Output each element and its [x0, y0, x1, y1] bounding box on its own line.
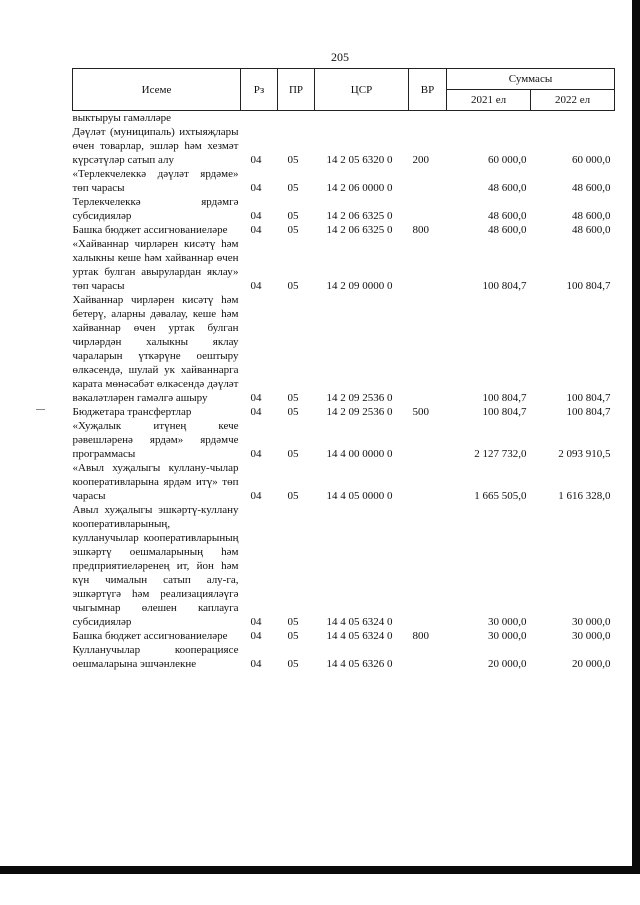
cell-csr: 14 2 09 2536 0 — [326, 406, 393, 418]
cell-name: «Авыл хуҗалыгы куллану-чылар кооперативларына ярдәм итү» төп чарасы — [72, 462, 239, 502]
cell-s21: 48 600,0 — [488, 224, 527, 236]
cell-vr — [409, 643, 447, 671]
cell-csr: 14 2 05 6320 0 — [326, 154, 393, 166]
cell-vr — [409, 237, 447, 293]
cell-s22: 100 804,7 — [566, 280, 611, 292]
cell-vr — [409, 419, 447, 461]
cell-s22: 48 600,0 — [572, 210, 611, 222]
cell-name: «Хуҗалык итүнең кече рәвешләренә ярдәм» ярдәмче программасы — [72, 420, 239, 460]
scan-border-bottom — [0, 866, 640, 874]
cell-s21: 60 000,0 — [488, 154, 527, 166]
cell-csr — [315, 111, 409, 126]
table-header — [73, 69, 615, 111]
cell-pr: 05 — [287, 658, 299, 670]
cell-pr: 05 — [287, 616, 299, 628]
table-row — [73, 223, 615, 237]
cell-csr: 14 2 06 6325 0 — [326, 210, 393, 222]
scan-mark — [36, 409, 45, 410]
cell-s22: 48 600,0 — [572, 182, 611, 194]
cell-rz: 04 — [250, 210, 262, 222]
cell-vr: 500 — [412, 406, 429, 418]
scan-border-right — [632, 0, 640, 874]
table-row — [73, 419, 615, 461]
cell-s22: 100 804,7 — [566, 392, 611, 404]
cell-s21: 100 804,7 — [482, 280, 527, 292]
cell-name: Бюджетара трансфертлар — [72, 406, 192, 418]
table-row — [73, 405, 615, 419]
cell-rz: 04 — [250, 280, 262, 292]
table-row — [73, 629, 615, 643]
cell-csr: 14 4 05 6326 0 — [326, 658, 393, 670]
header-csr: ЦСР — [315, 69, 409, 111]
header-pr: ПР — [278, 69, 315, 111]
cell-name: Терлекчелеккә ярдәмгә субсидияләр — [72, 196, 239, 222]
cell-s22 — [531, 111, 615, 126]
cell-vr — [409, 167, 447, 195]
cell-vr — [409, 503, 447, 629]
header-name: Исеме — [73, 69, 241, 111]
cell-vr — [409, 195, 447, 223]
table-row — [73, 643, 615, 671]
cell-s21: 48 600,0 — [488, 182, 527, 194]
table-row — [73, 167, 615, 195]
cell-name: Авыл хуҗалыгы эшкәртү-куллану кооперативларының, кулланучылар кооперативларының эшкәртү оешмаларының һәм предприятиеләренең ит, йон һәм күн чималын сатып алу-га, эшкәртүгә һәм реализацияләүгә чыгымнар өлешен каплауга субсидияләр — [72, 504, 239, 628]
table-row — [73, 503, 615, 629]
cell-pr: 05 — [287, 210, 299, 222]
cell-csr: 14 4 00 0000 0 — [326, 448, 393, 460]
cell-csr: 14 2 06 6325 0 — [326, 224, 393, 236]
cell-csr: 14 2 09 2536 0 — [326, 392, 393, 404]
cell-s22: 48 600,0 — [572, 224, 611, 236]
cell-s21: 1 665 505,0 — [474, 490, 527, 502]
cell-csr: 14 2 06 0000 0 — [326, 182, 393, 194]
cell-s21: 100 804,7 — [482, 406, 527, 418]
cell-pr: 05 — [287, 406, 299, 418]
cell-rz: 04 — [250, 658, 262, 670]
header-year-2022: 2022 ел — [531, 90, 615, 111]
table-row — [73, 125, 615, 167]
cell-rz: 04 — [250, 630, 262, 642]
cell-name: Хайваннар чирләрен кисәтү һәм бетерү, аларны дәвалау, кеше һәм хайваннар өчен уртак булган чирләрдән халыкны яклау чараларын үткәрүне оештыру өлкәсендә, шулай ук хайваннарга карата мөнәсәбәт өлкәсендә дәүләт вәкаләтләрен гамәлгә ашыру — [72, 294, 239, 404]
cell-pr: 05 — [287, 448, 299, 460]
cell-rz: 04 — [250, 406, 262, 418]
cell-s22: 60 000,0 — [572, 154, 611, 166]
cell-s22: 30 000,0 — [572, 616, 611, 628]
cell-vr: 800 — [412, 630, 429, 642]
cell-rz: 04 — [250, 616, 262, 628]
cell-s21: 100 804,7 — [482, 392, 527, 404]
table-row — [73, 111, 615, 126]
header-sums: Суммасы — [447, 69, 615, 90]
cell-s21: 30 000,0 — [488, 630, 527, 642]
cell-s22: 20 000,0 — [572, 658, 611, 670]
cell-s21: 48 600,0 — [488, 210, 527, 222]
cell-pr: 05 — [287, 154, 299, 166]
cell-s21: 30 000,0 — [488, 616, 527, 628]
header-vr: ВР — [409, 69, 447, 111]
cell-rz: 04 — [250, 182, 262, 194]
cell-csr: 14 4 05 6324 0 — [326, 630, 393, 642]
header-rz: Рз — [241, 69, 278, 111]
table-row — [73, 195, 615, 223]
cell-s22: 1 616 328,0 — [558, 490, 611, 502]
cell-rz — [241, 111, 278, 126]
cell-name: «Хайваннар чирләрен кисәтү һәм халыкны кеше һәм хайваннар өчен уртак булган авырулардан яклау» төп чарасы — [72, 238, 239, 292]
cell-vr — [409, 111, 447, 126]
cell-name: выктыруы гамәлләре — [72, 112, 171, 124]
cell-pr: 05 — [287, 182, 299, 194]
table-row — [73, 237, 615, 293]
cell-pr: 05 — [287, 224, 299, 236]
cell-name: Дәүләт (муниципаль) ихтыяҗлары өчен товарлар, эшләр һәм хезмәт күрсәтүләр сатып алу — [72, 126, 239, 166]
page-number: 205 — [331, 50, 349, 64]
cell-s21: 20 000,0 — [488, 658, 527, 670]
cell-name: Башка бюджет ассигнованиеләре — [72, 224, 228, 236]
cell-csr: 14 4 05 6324 0 — [326, 616, 393, 628]
cell-name: Кулланучылар кооперациясе оешмаларына эшчәнлекне — [72, 644, 239, 670]
cell-pr — [278, 111, 315, 126]
cell-s22: 100 804,7 — [566, 406, 611, 418]
cell-s21: 2 127 732,0 — [474, 448, 527, 460]
cell-rz: 04 — [250, 224, 262, 236]
cell-vr: 800 — [412, 224, 429, 236]
cell-vr: 200 — [412, 154, 429, 166]
cell-s22: 30 000,0 — [572, 630, 611, 642]
cell-csr: 14 2 09 0000 0 — [326, 280, 393, 292]
cell-pr: 05 — [287, 280, 299, 292]
cell-rz: 04 — [250, 490, 262, 502]
cell-s21 — [447, 111, 531, 126]
cell-s22: 2 093 910,5 — [558, 448, 611, 460]
cell-name: Башка бюджет ассигнованиеләре — [72, 630, 228, 642]
header-year-2021: 2021 ел — [447, 90, 531, 111]
cell-rz: 04 — [250, 154, 262, 166]
cell-pr: 05 — [287, 630, 299, 642]
cell-name: «Терлекчелеккә дәүләт ярдәме» төп чарасы — [72, 168, 239, 194]
cell-vr — [409, 293, 447, 405]
cell-vr — [409, 461, 447, 503]
cell-pr: 05 — [287, 392, 299, 404]
cell-rz: 04 — [250, 448, 262, 460]
cell-pr: 05 — [287, 490, 299, 502]
budget-table — [72, 68, 615, 671]
cell-rz: 04 — [250, 392, 262, 404]
cell-csr: 14 4 05 0000 0 — [326, 490, 393, 502]
table-row — [73, 293, 615, 405]
table-row — [73, 461, 615, 503]
table-body — [73, 111, 615, 672]
